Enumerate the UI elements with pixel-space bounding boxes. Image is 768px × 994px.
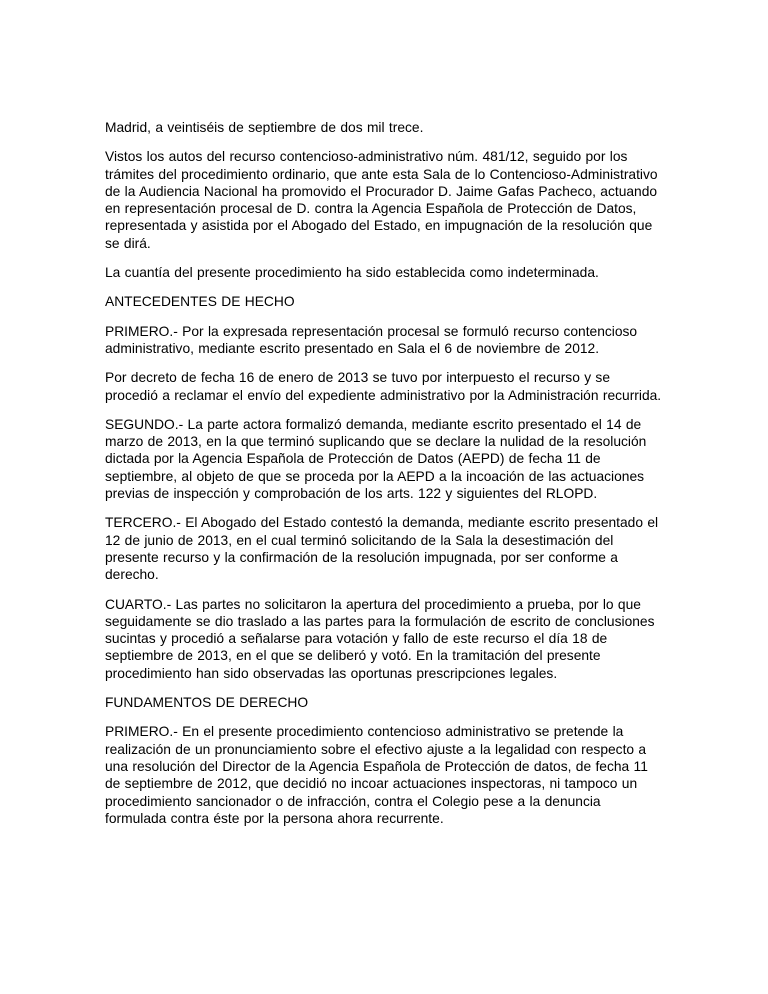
paragraph-decreto: Por decreto de fecha 16 de enero de 2013 se tuvo por interpuesto el recurso y se procedió a reclamar el envío del expediente administrativo por la Administración recurrida. bbox=[105, 370, 662, 403]
section-heading-fundamentos-de-derecho: FUNDAMENTOS DE DERECHO bbox=[105, 695, 309, 711]
paragraph-place-date: Madrid, a veintiséis de septiembre de dos mil trece. bbox=[105, 120, 424, 135]
paragraph-fundamentos-primero: PRIMERO.- En el presente procedimiento contencioso administrativo se pretende la realización de un pronunciamiento sobre el efectivo ajuste a la legalidad con respecto a una resolución del Director de la Agencia Española de Protección de datos, de fecha 11 de septiembre de 2012, que decidió no incoar actuaciones inspectoras, ni tampoco un procedimiento sancionador o de infracción, contra el Colegio pese a la denuncia formulada contra éste por la persona ahora recurrente. bbox=[105, 724, 648, 826]
document-text-block bbox=[105, 119, 663, 839]
paragraph-antecedentes-cuarto: CUARTO.- Las partes no solicitaron la apertura del procedimiento a prueba, por lo que seguidamente se dio traslado a las partes para la formulación de escrito de conclusiones sucintas y procedió a señalarse para votación y fallo de este recurso el día 18 de septiembre de 2013, en el que se deliberó y votó. En la tramitación del presente procedimiento han sido observadas las oportunas prescripciones legales. bbox=[105, 596, 655, 681]
paragraph-antecedentes-segundo: SEGUNDO.- La parte actora formalizó demanda, mediante escrito presentado el 14 de marzo de 2013, en la que terminó suplicando que se declare la nulidad de la resolución dictada por la Agencia Española de Protección de Datos (AEPD) de fecha 11 de septiembre, al objeto de que se proceda por la AEPD a la incoación de las actuaciones previas de inspección y comprobación de los arts. 122 y siguientes del RLOPD. bbox=[105, 416, 647, 502]
paragraph-antecedentes-tercero: TERCERO.- El Abogado del Estado contestó la demanda, mediante escrito presentado el 12 de junio de 2013, en el cual terminó solicitando de la Sala la desestimación del presente recurso y la confirmación de la resolución impugnada, por ser conforme a derecho. bbox=[105, 515, 659, 583]
paragraph-vistos-autos: Vistos los autos del recurso contencioso-administrativo núm. 481/12, seguido por los trámites del procedimiento ordinario, que ante esta Sala de lo Contencioso-Administrativo de la Audiencia Nacional ha promovido el Procurador D. Jaime Gafas Pacheco, actuando en representación procesal de D. contra la Agencia Española de Protección de Datos, representada y asistida por el Abogado del Estado, en impugnación de la resolución que se dirá. bbox=[105, 149, 658, 251]
section-heading-antecedentes-de-hecho: ANTECEDENTES DE HECHO bbox=[105, 294, 295, 310]
paragraph-antecedentes-primero: PRIMERO.- Por la expresada representación procesal se formuló recurso contencioso administrativo, mediante escrito presentado en Sala el 6 de noviembre de 2012. bbox=[105, 323, 638, 356]
paragraph-cuantia: La cuantía del presente procedimiento ha sido establecida como indeterminada. bbox=[105, 265, 599, 281]
